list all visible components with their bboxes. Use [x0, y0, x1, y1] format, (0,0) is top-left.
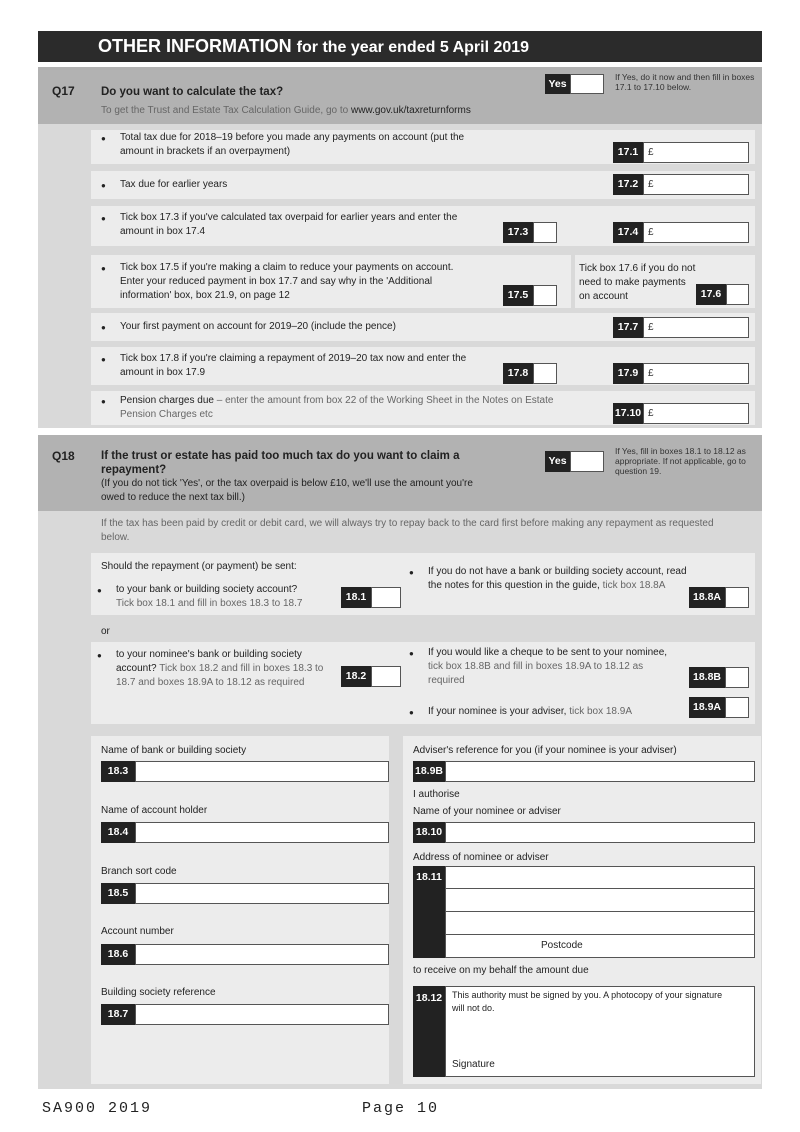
box-18-8a-checkbox[interactable]	[725, 587, 749, 608]
footer-page-number: Page 10	[362, 1100, 440, 1117]
box-18-6-label: 18.6	[101, 944, 135, 965]
pound-sign: £	[648, 147, 654, 158]
bank-details-panel	[91, 736, 389, 1084]
box-17-1-input[interactable]	[643, 142, 749, 163]
b181-tick: Tick box 18.1 and fill in boxes 18.3 to 18.7	[116, 598, 303, 609]
box-17-3-checkbox[interactable]	[533, 222, 557, 243]
q17-yes-label: Yes	[545, 74, 570, 94]
b176-text: Tick box 17.6 if you do not need to make payments on account	[579, 263, 696, 302]
b177-text: ● Your first payment on account for 2019–20 (include the pence)	[120, 320, 396, 334]
title-sub: for the year ended 5 April 2019	[296, 39, 530, 56]
b188b-text	[428, 646, 678, 688]
address-line-3[interactable]	[445, 912, 755, 935]
b188b-tick: tick box 18.8B and fill in boxes 18.9A to 18.12 as required	[428, 661, 644, 686]
box-18-12-label: 18.12	[413, 986, 445, 1077]
b182-text	[116, 648, 336, 690]
box-17-9-label: 17.9	[613, 363, 643, 384]
box-18-5-label: 18.5	[101, 883, 135, 904]
q17-question: Do you want to calculate the tax?	[101, 86, 284, 98]
box-17-9-input[interactable]	[643, 363, 749, 384]
q18-sub: (If you do not tick 'Yes', or the tax overpaid is below £10, we'll use the amount you're owed to reduce the next tax bill.)	[101, 478, 473, 503]
box-17-6-checkbox[interactable]	[726, 284, 749, 305]
box-18-10-input[interactable]	[445, 822, 755, 843]
field-label-18-6: Account number	[101, 926, 174, 937]
b171-text: ● Total tax due for 2018–19 before you made any payments on account (put the amount in brackets if an overpayment)	[120, 131, 500, 159]
box-17-5-checkbox[interactable]	[533, 285, 557, 306]
box-18-4-input[interactable]	[135, 822, 389, 843]
box-17-10-input[interactable]	[643, 403, 749, 424]
box-18-1-checkbox[interactable]	[371, 587, 401, 608]
title-main: OTHER INFORMATION	[98, 36, 292, 56]
pound-sign: £	[648, 368, 654, 379]
box-18-4-label: 18.4	[101, 822, 135, 843]
b188a-text	[428, 565, 698, 593]
box-18-9b-label: 18.9B	[413, 761, 445, 782]
postcode-label: Postcode	[541, 940, 583, 951]
q17-guide	[101, 104, 471, 118]
box-18-6-input[interactable]	[135, 944, 389, 965]
q17-yes-checkbox[interactable]	[570, 74, 604, 94]
q17-guide-prefix: To get the Trust and Estate Tax Calculation Guide, go to	[101, 105, 349, 116]
box-18-9a-checkbox[interactable]	[725, 697, 749, 718]
page-title	[98, 36, 529, 57]
b182-text-main: to your nominee's bank or building society account?	[116, 649, 302, 674]
q18-yes-checkbox[interactable]	[570, 451, 604, 472]
signature-box[interactable]	[445, 986, 755, 1077]
b182-tick: Tick box 18.2 and fill in boxes 18.3 to 18.7 and boxes 18.9A to 18.12 as required	[116, 663, 324, 688]
q18-should: Should the repayment (or payment) be sent:	[101, 561, 297, 572]
q18-question: If the trust or estate has paid too much tax do you want to claim a repayment?	[101, 450, 460, 476]
q17-note: If Yes, do it now and then fill in boxes 17.1 to 17.10 below.	[615, 72, 755, 92]
q18-or: or	[101, 626, 110, 637]
box-18-8b-checkbox[interactable]	[725, 667, 749, 688]
q18-note: If Yes, fill in boxes 18.1 to 18.12 as appropriate. If not applicable, go to question 19.	[615, 446, 746, 476]
page-header	[38, 31, 762, 62]
box-18-5-input[interactable]	[135, 883, 389, 904]
field-label-18-3: Name of bank or building society	[101, 745, 247, 756]
box-18-11-label: 18.11	[413, 866, 445, 958]
b181-text	[116, 583, 336, 611]
q17-number: Q17	[52, 84, 75, 98]
q18-number: Q18	[52, 449, 75, 463]
box-18-2-label: 18.2	[341, 666, 371, 687]
box-18-1-label: 18.1	[341, 587, 371, 608]
nominee-name-label: Name of your nominee or adviser	[413, 806, 561, 817]
box-17-7-label: 17.7	[613, 317, 643, 338]
postcode-line[interactable]	[445, 935, 755, 958]
box-17-4-label: 17.4	[613, 222, 643, 243]
b189a-tick: tick box 18.9A	[569, 706, 632, 717]
box-18-8b-label: 18.8B	[689, 667, 725, 688]
q17-guide-link[interactable]: www.gov.uk/taxreturnforms	[350, 105, 471, 116]
box-18-8a-label: 18.8A	[689, 587, 725, 608]
box-18-9b-input[interactable]	[445, 761, 755, 782]
b1710-text-rest: – enter the amount from box 22 of the Working Sheet in the Notes on Estate Pension Charges etc	[120, 395, 554, 420]
box-18-7-input[interactable]	[135, 1004, 389, 1025]
q18-yes-label: Yes	[545, 451, 570, 472]
b1710-text-main: Pension charges due	[120, 395, 214, 406]
b189a-text	[428, 705, 688, 719]
pound-sign: £	[648, 408, 654, 419]
b173-text: ● Tick box 17.3 if you've calculated tax overpaid for earlier years and enter the amount in box 17.4	[120, 211, 480, 239]
adviser-ref-label: Adviser's reference for you (if your nominee is your adviser)	[413, 745, 677, 756]
b181-text-main: to your bank or building society account?	[116, 584, 298, 595]
box-17-2-input[interactable]	[643, 174, 749, 195]
address-label: Address of nominee or adviser	[413, 852, 549, 863]
box-18-3-input[interactable]	[135, 761, 389, 782]
box-18-9a-label: 18.9A	[689, 697, 725, 718]
signature-label: Signature	[452, 1059, 495, 1070]
box-17-8-label: 17.8	[503, 363, 533, 384]
b175-text: ● Tick box 17.5 if you're making a claim to reduce your payments on account. Enter your reduced payment in box 17.7 and say why in the 'Additional information' box, box 21.9, on page 12	[120, 261, 480, 303]
box-17-3-label: 17.3	[503, 222, 533, 243]
field-label-18-4: Name of account holder	[101, 805, 208, 816]
box-18-10-label: 18.10	[413, 822, 445, 843]
b178-text: ● Tick box 17.8 if you're claiming a repayment of 2019–20 tax now and enter the amount in box 17.9	[120, 352, 480, 380]
box-17-1-label: 17.1	[613, 142, 643, 163]
b188a-text-main: If you do not have a bank or building society account, read the notes for this question in the guide,	[428, 566, 687, 591]
footer-form-id: SA900 2019	[42, 1100, 153, 1117]
box-18-7-label: 18.7	[101, 1004, 135, 1025]
pound-sign: £	[648, 179, 654, 190]
b188a-tick: tick box 18.8A	[602, 580, 666, 591]
address-line-2[interactable]	[445, 889, 755, 912]
box-17-8-checkbox[interactable]	[533, 363, 557, 384]
b1710-text	[120, 394, 590, 422]
box-17-7-input[interactable]	[643, 317, 749, 338]
pound-sign: £	[648, 227, 654, 238]
receive-label: to receive on my behalf the amount due	[413, 965, 589, 976]
q18-card-note: If the tax has been paid by credit or debit card, we will always try to repay back to the card first before making any repayment as requested below.	[101, 518, 714, 543]
field-label-18-5: Branch sort code	[101, 866, 177, 877]
box-17-6-label: 17.6	[696, 284, 726, 305]
authorise-label: I authorise	[413, 789, 460, 800]
field-label-18-7: Building society reference	[101, 987, 216, 998]
box-17-10-label: 17.10	[613, 403, 643, 424]
box-18-3-label: 18.3	[101, 761, 135, 782]
pound-sign: £	[648, 322, 654, 333]
b188b-text-main: If you would like a cheque to be sent to your nominee,	[428, 647, 668, 658]
box-18-2-checkbox[interactable]	[371, 666, 401, 687]
signature-note: This authority must be signed by you. A photocopy of your signature will not do.	[452, 990, 723, 1013]
b189a-text-main: If your nominee is your adviser,	[428, 706, 567, 717]
b172-text: ● Tax due for earlier years	[120, 178, 227, 192]
box-17-5-label: 17.5	[503, 285, 533, 306]
box-17-4-input[interactable]	[643, 222, 749, 243]
address-line-1[interactable]	[445, 866, 755, 889]
box-17-2-label: 17.2	[613, 174, 643, 195]
